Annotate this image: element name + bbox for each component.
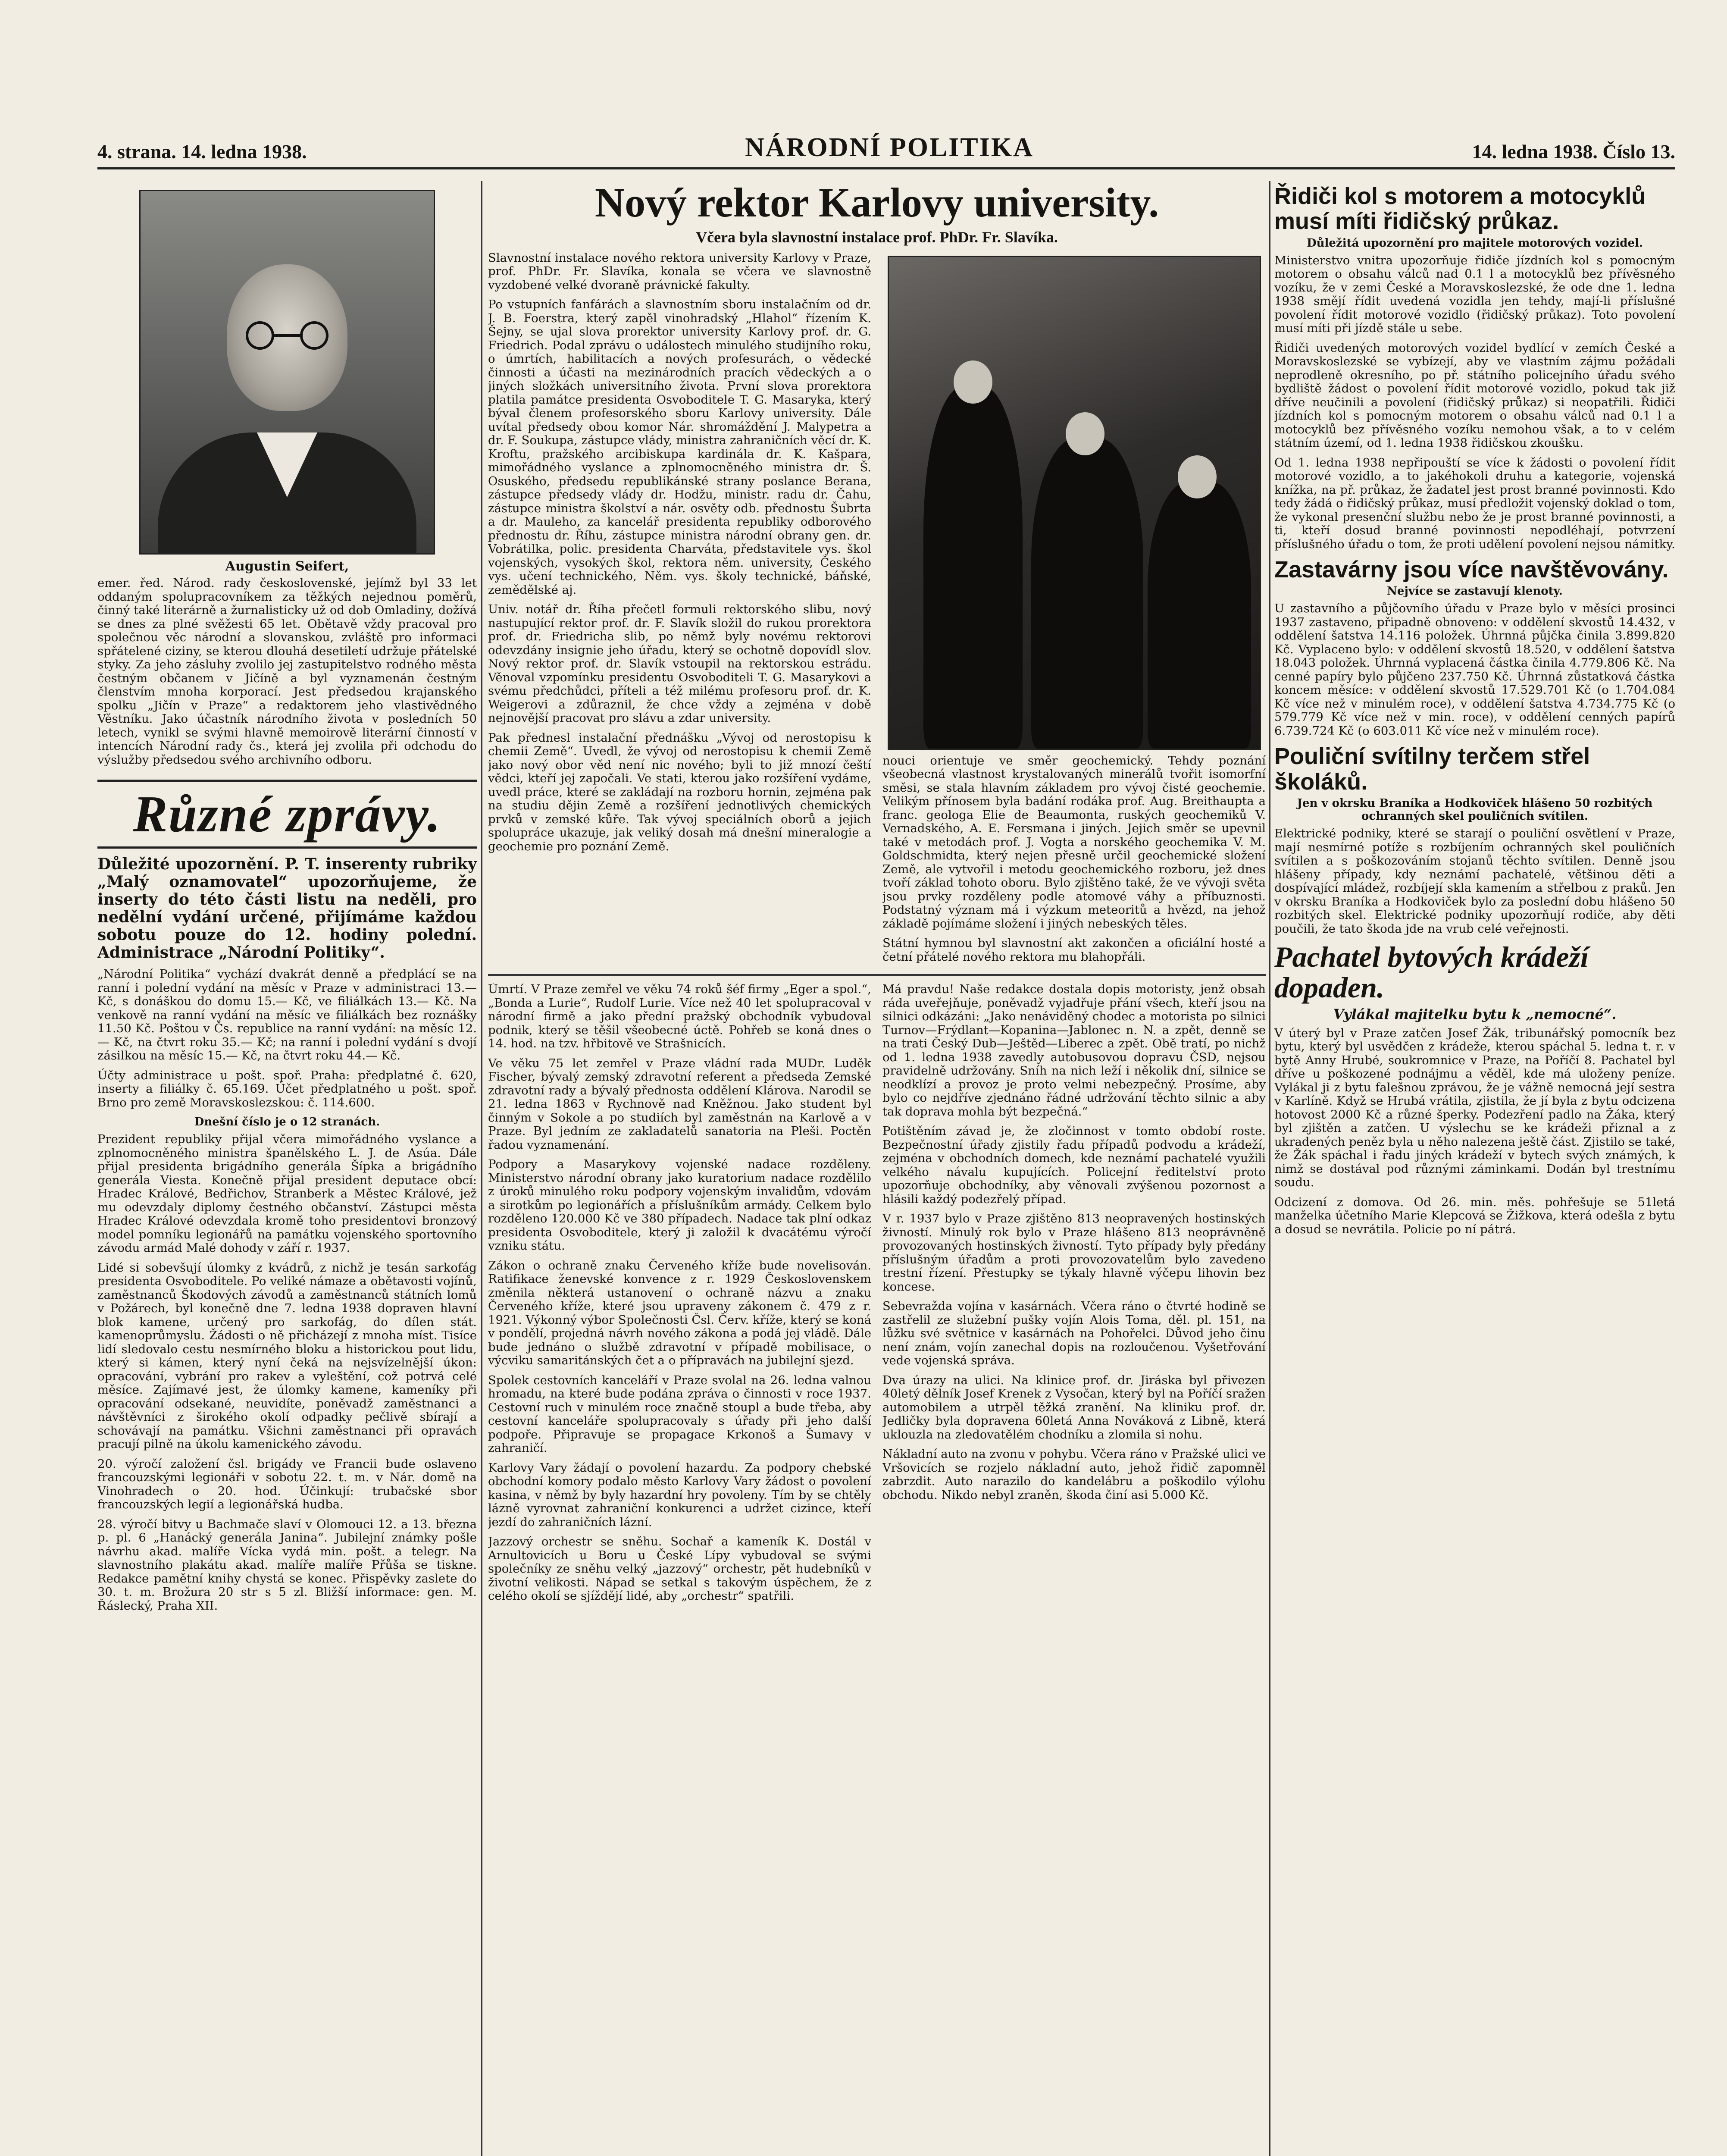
photo-head	[1066, 412, 1104, 455]
photo-figure	[1148, 481, 1251, 749]
zastavarny-subhead: Nejvíce se zastavují klenoty.	[1387, 585, 1563, 598]
rektor-p4: Pak přednesl instalační přednášku „Vývoj od nerostopisu k chemii Země“. Uvedl, že vývoj od nerostopisu k chemii Země jako nový obor věd není nic nového; byli to již mnozí čeští vědci, kteří jej započali. Ve stati, kterou jako rozšíření vydáme, uvedl práce, které se zakládají na rozboru hornin, zejména pak na studiu dějin Země a rozšíření jednotlivých chemických prvků v zemské kůře. Tak vývoj speciálních oborů a jejich spolupráce ukazuje, jak veliký dosah má dnešní mineralogie a geochemie pro poznání Země.	[488, 730, 871, 853]
short-news-right	[882, 983, 1266, 1609]
pages-note: Dnešní číslo je o 12 stranách.	[194, 1116, 380, 1128]
news-jazz: Jazzový orchestr se sněhu. Sochař a kameník K. Dostál v Arnultovicích u Boru u České Lípy vybudoval se svými společníky ze sněhu velký „jazzový“ orchestr, pět hudebníků v životní velikosti. Nápad se setkal s takovým úspěchem, že z celého okolí se sjíždějí lidé, aby „orchestr“ spatřili.	[488, 1535, 871, 1603]
news-president: Prezident republiky přijal včera mimořádného vyslance a zplnomocněného ministra španělského L. J. de Asúa. Dále přijal presidenta brigádního generála Šípka a brigádního generála Viesta. Konečně přijal president deputace obcí: Hradec Králové, Bedřichov, Stranberk a Městec Králové, jež mu odevzdaly diplomy čestného občanství. Zástupci města Hradec Králové odevzdala kromě toho presidentovi bronzový model pomníku legionářů na památku vojenského sportovního závodu armád Malé dohody v září r. 1937.	[97, 1132, 477, 1255]
news-zivnosti: V r. 1937 bylo v Praze zjištěno 813 neopravených hostinských živností. Minulý rok bylo v Praze hlášeno 813 neoprávněně provozovaných hostinských živností. Tyto případy byly předány příslušným úřadům a proti provozovatelům bylo zavedeno trestní řízení. Přestupky se týkaly hlavně výčepu lihovin bez koncese.	[882, 1212, 1266, 1294]
rektor-article	[488, 251, 1266, 970]
ridici-p2: Řidiči uvedených motorových vozidel bydlící v zemích České a Moravskoslezské se vybízejí, aby ve vlastním zájmu požádali neprodleně okresního, po př. státního policejního úřadu svého bydliště žádost o povolení řídit motorové vozidlo, pokud tak již dříve neučinili a povolení (řidičský průkaz) si neopatřili. Řidiči jízdních kol s pomocným motorem o obsahu válců nad 0.1 l a motocyklů bez přívěsného vozíku nemohou však, a to v celém státním území, od 1. ledna 1938 řidičskou zkoušku.	[1274, 341, 1675, 450]
installation-photo	[888, 256, 1261, 750]
news-cerveny-kriz: Zákon o ochraně znaku Červeného kříže bude novelisován. Ratifikace ženevské konvence z r. 1929 Československem změnila některá ustanovení o ochraně názvu a znaku Červeného kříže, které jsou upraveny zákonem č. 479 z r. 1921. Výkonný výbor Společnosti Čsl. Červ. kříže, který se koná v pondělí, projedná návrh nového zákona a podá jej vládě. Dále bude jednáno o službě zdravotní v případě mobilisace, o výcviku samaritánských čet a o přípravách na jubilejní sjezd.	[488, 1258, 871, 1368]
zastavarny-text: U zastavního a půjčovního úřadu v Praze bylo v měsíci prosinci 1937 zastaveno, připadně obnoveno: v oddělení skvostů 14.432, v oddělení šatstva 14.116 položek. Úhrnná půjčka činila 3.899.820 Kč. Vyplaceno bylo: v oddělení skvostů 18.520, v oddělení šatstva 18.043 položek. Úhrnná vyplacená částka činila 4.779.806 Kč. Na cenné papíry bylo půjčeno 237.750 Kč. Úhrnná zůstatková částka koncem měsíce: v oddělení skvostů 17.529.701 Kč (o 1.704.084 Kč více než v minulém roce), v oddělení šatstva 4.734.775 Kč (o 579.779 Kč více než v min. roce), v oddělení cenných papírů 6.739.724 Kč (o 603.011 Kč více než v minulém roce).	[1274, 602, 1675, 738]
portrait-caption: Augustin Seifert,	[225, 559, 349, 574]
left-column	[97, 181, 477, 2156]
news-urazy: Dva úrazy na ulici. Na klinice prof. dr. Jiráska byl přivezen 40letý dělník Josef Krenek z Vysočan, který byl na Poříčí sražen automobilem a utrpěl těžká zranění. Na kliniku prof. dr. Jedličky byla dopravena 60letá Anna Nováková z Libně, která uklouzla na zledovatělém chodníku a zlomila si nohu.	[882, 1373, 1266, 1442]
rektor-p5: nouci orientuje ve směr geochemický. Tehdy poznání všeobecná vlastnost krystalovaných minerálů tvořit isomorfní směsi, se stala hlavním základem pro vývoj čisté geochemie. Velikým přínosem byla badání rodáka prof. Aug. Breithaupta a franc. geologa Elie de Beaumonta, ruských geochemiků V. Vernadského, A. E. Fersmana i jiných. Jejich směr se upevnil také v metodách prof. J. Vogta a norského geochemika V. M. Goldschmidta, který nejen přesně určil geochemické složení Země, ale vytvořil i metodu geochemického rozboru, jež dnes tvoří základ tohoto oboru. Bylo zjištěno také, že ve vývoji světa jsou prvky rozděleny podle atomové váhy a příbuznosti. Podstatný význam má i výzkum meteoritů a hvězd, na jehož základě pojímáme složení i jiných nebeských těles.	[882, 753, 1266, 931]
rektor-p1: Slavnostní instalace nového rektora university Karlovy v Praze, prof. PhDr. Fr. Slavíka, konala se včera ve slavnostně vyzdobené velké dvoraně právnické fakulty.	[488, 251, 871, 292]
rektor-p6: Státní hymnou byl slavnostní akt zakončen a oficiální hosté a četní přátelé nového rektora mu blahopřáli.	[882, 936, 1266, 964]
masthead	[97, 133, 1675, 169]
news-bachmac: 28. výročí bitvy u Bachmače slaví v Olomouci 12. a 13. března p. pl. 6 „Hanácký generála Janina“. Jubilejní známky pošle návrhu akad. malíře Vícka vydá min. pošt. a telegr. Na slavnostního plakátu akad. malíře malíře Přůša se tiskne. Redakce pamětní knihy chystá se konec. Přispěvky zaslete do 30. t. m. Brožura 20 str s 5 zl. Bližší informace: gen. M. Řáslecký, Praha XII.	[97, 1517, 477, 1613]
news-cestovni: Spolek cestovních kanceláří v Praze svolal na 26. ledna valnou hromadu, na které bude podána zpráva o činnosti v roce 1937. Cestovní ruch v minulém roce značně stoupl a bude třeba, aby cestovní kanceláře spolupracovaly s úřady při jeho další podpoře. Připravuje se propagace Krkonoš a Šumavy v zahraničí.	[488, 1373, 871, 1455]
news-nakladni-auto: Nákladní auto na zvonu v pohybu. Včera ráno v Pražské ulici ve Vršovicích se rozjelo nákladní auto, jehož řidič zapomněl zabrzdit. Auto narazilo do kandelábru a poškodilo výlohu obchodu. Nikdo nebyl zraněn, škoda činí asi 5.000 Kč.	[882, 1447, 1266, 1502]
inserts-notice: Důležité upozornění. P. T. inserenty rubriky „Malý oznamovatel“ upozorňujeme, že inserty do této části listu na neděli, pro nedělní vydání určené, přijímáme každou sobotu pouze do 12. hodiny polední. Administrace „Národní Politiky“.	[97, 855, 477, 962]
photo-head	[954, 360, 992, 404]
glasses-icon	[236, 320, 338, 351]
photo-head	[1178, 455, 1217, 498]
rektor-subhead: Včera byla slavnostní instalace prof. PhDr. Fr. Slavíka.	[696, 228, 1058, 246]
photo-figure	[1031, 438, 1143, 749]
news-umrti-fischer: Ve věku 75 let zemřel v Praze vládní rada MUDr. Luděk Fischer, bývalý zemský zdravotní referent a předseda Zemské zdravotní rady a bývalý přednosta oddělení Klárova. Narodil se 21. ledna 1863 v Rychnově nad Kněžnou. Jako student byl činným v Sokole a po studiích byl zaměstnán na Karlově a v Praze. Byl jedním ze zakladatelů sanatoria na Pleši. Poctěn řadou vyznamenání.	[488, 1056, 871, 1152]
section-banner: Různé zprávy.	[97, 780, 477, 849]
rektor-headline: Nový rektor Karlovy university.	[594, 181, 1159, 226]
rektor-p2: Po vstupních fanfárách a slavnostním sboru instalačním od dr. J. B. Foerstra, který zapěl vinohradský „Hlahol“ řízením K. Šejny, se ujal slova prorektor university Karlovy prof. dr. G. Friedrich. Podal zprávu o událostech minulého studijního roku, o úmrtích, habilitacích a nových profesurách, o vědecké činnosti a účasti na mezinárodních pracích vědeckých a o jiných složkách universitního života. První slova prorektora platila památce presidenta Osvoboditele T. G. Masaryka, který býval členem profesorského sboru Karlovy university. Dále uvítal předsedy obou komor Nár. shromáždění J. Malypetra a dr. F. Soukupa, zástupce vlády, ministra zahraničních věcí dr. K. Kroftu, pražského arcibiskupa kardinála dr. K. Kašpara, mimořádného vyslance a zplnomocněného ministra dr. Š. Osuského, předsedu republikánské strany poslance Berana, zástupce předsedy vlády dr. Hodžu, ministr. radu dr. Čahu, zástupce ministra školství a nár. osvěty odb. přednostu Šubrta a dr. Mauleho, za kancelář presidenta republiky odborového přednostu dr. Říhu, zástupce ministra národní obrany gen. dr. Vobrátilka, polic. presidenta Charváta, představitele vys. škol vojenských, vysokých škol, rektora něm. university, Českého vys. učení technického, Něm. vys. školy technické, báňské, zemědělské aj.	[488, 298, 871, 597]
ridici-headline: Řidiči kol s motorem a motocyklů musí míti řidičský průkaz.	[1274, 183, 1646, 235]
masthead-date-right: 14. ledna 1938. Číslo 13.	[1472, 141, 1675, 163]
news-legion: 20. výročí založení čsl. brigády ve Francii bude oslaveno francouzskými legionáři v sobotu 22. t. m. v Nár. domě na Vinohradech o 20. hod. Účinkují: trubačské sbor francouzských legií a legionářská hudba.	[97, 1457, 477, 1511]
odcizeni-text: Odcizení z domova. Od 26. min. měs. pohřešuje se 51letá manželka účetního Marie Klepcová se Žižkova, která odešla z bytu a dosud se nevrátila. Policie po ní pátrá.	[1274, 1195, 1675, 1236]
pachatel-headline: Pachatel bytových krádeží dopaden.	[1274, 940, 1589, 1004]
rektor-col-right	[882, 251, 1266, 970]
news-umrti: Úmrtí. V Praze zemřel ve věku 74 roků šéf firmy „Eger a spol.“, „Bonda a Lurie“, Rudolf Lurie. Více než 40 let spolupracoval v národní firmě a jako přední pražský obchodník vybudoval podnik, který se těšil všeobecné úctě. Pohřeb se koná dnes o 14. hod. na tzv. hřbitově ve Strašnicích.	[488, 983, 871, 1051]
account-info: Účty administrace u pošt. spoř. Praha: předplatné č. 620, inserty a filiálky č. 65.169. Účet předplatného u pošt. spoř. Brno pro země Moravskoslezskou: č. 114.600.	[97, 1068, 477, 1109]
news-sebevrazda: Sebevražda vojína v kasárnách. Včera ráno o čtvrté hodině se zastřelil ze služební pušky vojín Alois Toma, děl. pl. 151, na lůžku své světnice v kasárnách na Pohořelci. Důvod jeho činu není znám, vojín zanechal dopis na rozloučenou. Vyšetřování vede vojenská správa.	[882, 1299, 1266, 1368]
masthead-title: NÁRODNÍ POLITIKA	[745, 133, 1034, 162]
svitilny-headline: Pouliční svítilny terčem střel školáků.	[1274, 743, 1590, 795]
rektor-col-left	[488, 251, 871, 970]
pachatel-text: V úterý byl v Praze zatčen Josef Žák, tribunářský pomocník bez bytu, který byl usvědčen z krádeže, kterou spáchal 5. ledna t. r. v bytě Anny Hrubé, soukromnice v Praze, na Poříčí 8. Pachatel byl dříve u poškozené podnájmu a věděl, kde má uloženy peníze. Vylákal ji z bytu falešnou zprávou, že je vážně nemocná její sestra v Karlíně. Když se Hrubá vrátila, zjistila, že jí byla z bytu odcizena hotovost 2000 Kč a různé šperky. Podezření padlo na Žáka, který byl zjištěn a zatčen. U výslechu se ke krádeži přiznal a z ukradených peněz byla u něho nalezena ještě část. Zjistilo se také, že Žák spáchal i řadu jiných krádeží v bytech svých známých, k nimž se dostával pod různými záminkami. Dodán byl trestnímu soudu.	[1274, 1026, 1675, 1190]
photo-figure	[923, 386, 1023, 749]
masthead-date-left: 4. strana. 14. ledna 1938.	[97, 141, 307, 163]
seifert-article: emer. řed. Národ. rady československé, jejímž byl 33 let oddaným spolupracovníkem za těžkých nejednou poměrů, činný také literárně a žurnalisticky už od dob Omladiny, dožívá se dnes za plné svěžesti 65 let. Obětavě vždy pracoval pro společnou věc národní a slovanskou, zvláště pro informaci spřátelené ciziny, se kterou dlouhá desetiletí udržuje přátelské styky. Za jeho zásluhy zvolilo jej zastupitelstvo rodného města čestným občanem v Jičíně a byl vyznamenán čestným členstvím mnoha korporací. Jest předsedou krajanského spolku „Jičín v Praze“ a redaktorem jeho vlastivědného Věstníku. Jako účastník národního života v posledních 50 letech, vynikl se svými hlavně memoirově literární činností v intencích Národní rady čs., která jej zvolila při odchodu do výslužby předsedou svého archivního odboru.	[97, 576, 477, 767]
svitilny-text: Elektrické podniky, které se starají o pouliční osvětlení v Praze, mají nesmírné potíže s rozbíjením ochranných skel pouličních svítilen a s poškozováním stojanů těchto svítilen. Denně jsou hlášeny případy, kdy neznámí pachatelé, většinou děti a dospívající mládež, rozbíjejí skla kamením a střelbou z praků. Jen v okrsku Braníka a Hodkoviček bylo za poslední dobu hlášeno 50 rozbitých skel. Elektrické podniky upozorňují rodiče, aby děti poučili, že tato škoda jde na vrub celé veřejnosti.	[1274, 827, 1675, 936]
column-rule	[1269, 181, 1270, 2156]
zastavarny-headline: Zastavárny jsou více navštěvovány.	[1274, 557, 1669, 583]
subscription-info: „Národní Politika“ vychází dvakrát denně a předplácí se na ranní i polední vydání na měsíc v Praze v administraci 13.— Kč, s donáškou do domu 15.— Kč, ve filiálkách 13.— Kč. Na venkově na ranní vydání na měsíc ve filiálkách bez roznášky 11.50 Kč. Poštou v Čs. republice na ranní vydání: na měsíc 12.— Kč, na čtvrt roku 35.— Kč; na ranní i polední vydání s dvojí zásilkou na měsíc 15.— Kč, na čtvrt roku 44.— Kč.	[97, 967, 477, 1062]
column-rule	[481, 181, 482, 2156]
center-column	[488, 181, 1266, 2156]
svitilny-subhead: Jen v okrsku Braníka a Hodkoviček hlášeno 50 rozbitých ochranných skel pouličních svítilen.	[1297, 797, 1653, 823]
short-news-left	[488, 983, 871, 1609]
news-stone: Lidé si sobevšují úlomky z kvádrů, z nichž je tesán sarkofág presidenta Osvoboditele. Po veliké námaze a obětavosti vojínů, zaměstnanců Škodových závodů a zaměstnanců státních lomů v Požárech, byl konečně dne 7. ledna 1938 dopraven hlavní blok kamene, určený pro sarkofág, do dílen stát. kamenoprůmyslu. Žádosti o ně přicházejí z mnoha míst. Tisíce lidí sledovalo cestu nesmírného bloku a historickou pout lidu, který si kámen, který nyní čeká na nejsvízelnější úkon: opracování, vybrání pro rakev a vyleštění, což potrvá celé měsíce. Zajímavé jest, že úlomky kamene, kameníky při opracování odsekané, neuvidíte, poněvadž zaměstnanci a návštěvníci z širokého okolí odpadky pečlivě sbírají a schovávají na památku. Všichni zaměstnanci při opravách pracují pilně na úkolu kamenického závodu.	[97, 1260, 477, 1451]
news-pravdu: Má pravdu! Naše redakce dostala dopis motoristy, jenž obsah ráda uveřejňuje, poněvadž vyjadřuje přání všech, kteří jsou na silnici odkázáni: „Jako nenáviděný chodec a motorista po silnici Turnov—Frýdlant—Kopanina—Jablonec n. N. a zpět, denně se na trati Český Dub—Ještěd—Liberec a zpět. Obě tratí, po nichž od 1. ledna 1938 zavedly autobusovou dopravu ČSD, nejsou pravidelně udržovány. Sníh na nich leží i několik dní, silnice se neodklízí a provoz je proto velmi nebezpečný. Prosíme, aby bylo co nejdříve zjednáno řádné udržování těchto silnic a aby tak doprava mohla být bezpečná.“	[882, 983, 1266, 1119]
ridici-p3: Od 1. ledna 1938 nepřipouští se více k žádosti o povolení řídit motorové vozidlo, a to jakéhokoli druhu a kategorie, vojenská knížka, na př. průkaz, že žadatel jest prost branné povinnosti. Kdo tedy žádá o řidičský průkaz, musí předložit vojenský doklad o tom, že vykonal presenční službu nebo že je prost branné povinnosti, a ti, kteří dosud branné povinnosti nepodléhají, potvrzení příslušného úřadu o tom, že proti udělení povolení nejsou námitky.	[1274, 455, 1675, 551]
portrait-photo	[139, 190, 435, 555]
pachatel-subhead: Vylákal majitelku bytu k „nemocné“.	[1333, 1006, 1617, 1022]
news-karlovy-vary: Karlovy Vary žádají o povolení hazardu. Za podpory chebské obchodní komory podalo město Karlovy Vary žádost o povolení kasina, v němž by byly hazardní hry povoleny. Tím by se chtěly lázně vyrovnat zahraniční konkurenci a udržet cizince, kteří jezdí do zahraničních lázní.	[488, 1460, 871, 1529]
rektor-p3: Univ. notář dr. Říha přečetl formuli rektorského slibu, nový nastupující rektor prof. dr. F. Slavík složil do rukou prorektora prof. dr. Friedricha slib, po němž byly novému rektorovi odevzdány insignie jeho úřadu, který se ochotně dopovídl slov. Nový rektor prof. dr. Slavík vstoupil na rektorskou estrádu. Věnoval vzpomínku presidentu Osvoboditeli T. G. Masarykovi a svému předchůdci, příteli a též milému profesoru prof. dr. K. Weigerovi a zdůraznil, že chce vždy a zejména v době nejnovější pracovat pro slávu a zdar university.	[488, 602, 871, 725]
short-news	[488, 983, 1266, 1609]
ridici-p1: Ministerstvo vnitra upozorňuje řidiče jízdních kol s pomocným motorem o obsahu válců nad 0.1 l a motocyklů bez přívěsného vozíku, že v zemi České a Moravskoslezské, že ode dne 1. ledna 1938 smějí řídit uvedená vozidla jen tehdy, mají-li příslušné povolení řídit motorové vozidlo (řidičský průkaz). Toto povolení musí míti při jízdě stále u sebe.	[1274, 253, 1675, 335]
news-zlocinnost: Potištěním závad je, že zločinnost v tomto období roste. Bezpečnostní úřady zjistily řadu případů podvodu a krádeží, zejména v obchodních domech, kde neznámí pachatelé využili velkého návalu kupujících. Policejní ředitelství proto upozorňuje obchodníky, aby věnovali zvýšenou pozornost a hlásili každý podezřelý případ.	[882, 1124, 1266, 1206]
ridici-subhead: Důležitá upozornění pro majitele motorových vozidel.	[1307, 236, 1643, 250]
section-divider	[488, 974, 1266, 976]
right-column	[1274, 181, 1675, 2156]
news-nadace: Podpory a Masarykovy vojenské nadace rozděleny. Ministerstvo národní obrany jako kuratorium nadace rozdělilo z úroků minulého roku podpory vojenským invalidům, vdovám a sirotkům po legionářích a příslušníkům armády. Celkem bylo rozděleno 120.000 Kč ve 380 případech. Nadace tak plní odkaz presidenta Osvoboditele, který ji založil k dvacátému výročí vzniku státu.	[488, 1157, 871, 1253]
